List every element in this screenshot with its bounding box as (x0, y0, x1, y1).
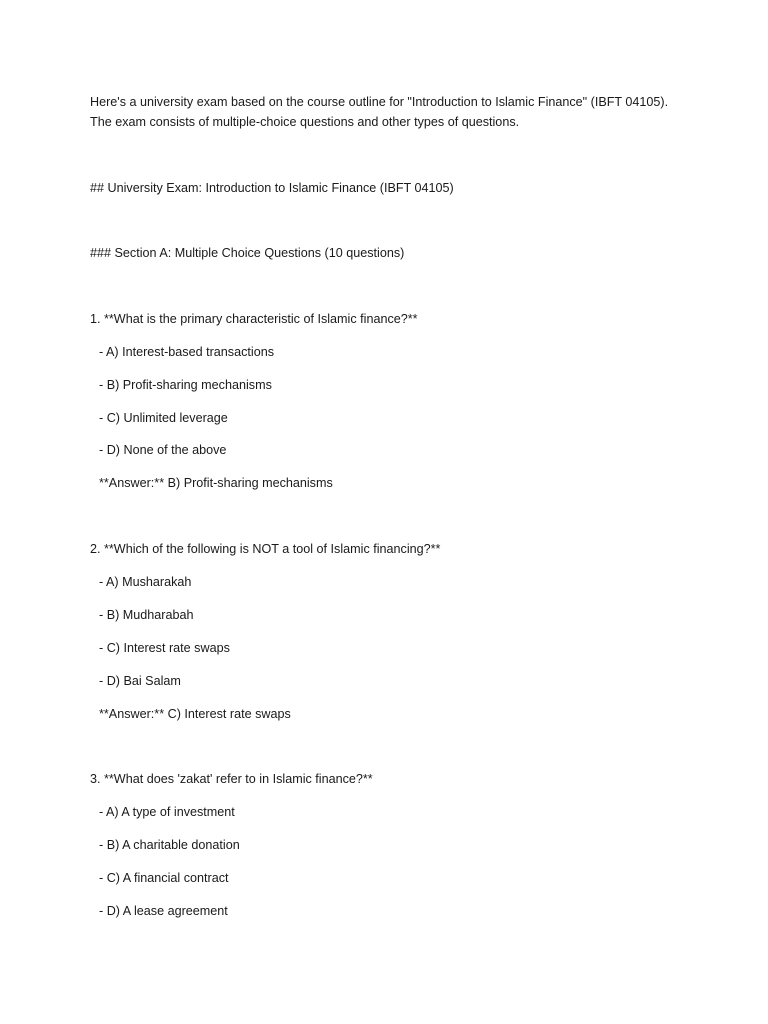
question-3-option-c: - C) A financial contract (99, 871, 229, 885)
section-a-title: ### Section A: Multiple Choice Questions (10 questions) (90, 246, 405, 260)
question-1-answer: **Answer:** B) Profit-sharing mechanisms (99, 476, 333, 490)
question-1-option-a: - A) Interest-based transactions (99, 345, 274, 359)
question-2-option-c: - C) Interest rate swaps (99, 641, 230, 655)
question-2: 2. **Which of the following is NOT a tool of Islamic financing?** (90, 542, 441, 556)
question-3-option-d: - D) A lease agreement (99, 904, 228, 918)
question-2-option-a: - A) Musharakah (99, 575, 192, 589)
intro-line-1: Here's a university exam based on the course outline for "Introduction to Islamic Finance" (IBFT 04105). (90, 95, 669, 109)
exam-title: ## University Exam: Introduction to Islamic Finance (IBFT 04105) (90, 181, 454, 195)
question-2-option-b: - B) Mudharabah (99, 608, 194, 622)
question-1-option-c: - C) Unlimited leverage (99, 411, 228, 425)
question-3-option-a: - A) A type of investment (99, 805, 235, 819)
intro-line-2: The exam consists of multiple-choice questions and other types of questions. (90, 115, 520, 129)
question-2-answer: **Answer:** C) Interest rate swaps (99, 707, 291, 721)
question-2-option-d: - D) Bai Salam (99, 674, 181, 688)
question-1: 1. **What is the primary characteristic of Islamic finance?** (90, 312, 418, 326)
question-1-option-d: - D) None of the above (99, 443, 227, 457)
question-3: 3. **What does 'zakat' refer to in Islamic finance?** (90, 772, 373, 786)
question-3-option-b: - B) A charitable donation (99, 838, 240, 852)
question-1-option-b: - B) Profit-sharing mechanisms (99, 378, 272, 392)
